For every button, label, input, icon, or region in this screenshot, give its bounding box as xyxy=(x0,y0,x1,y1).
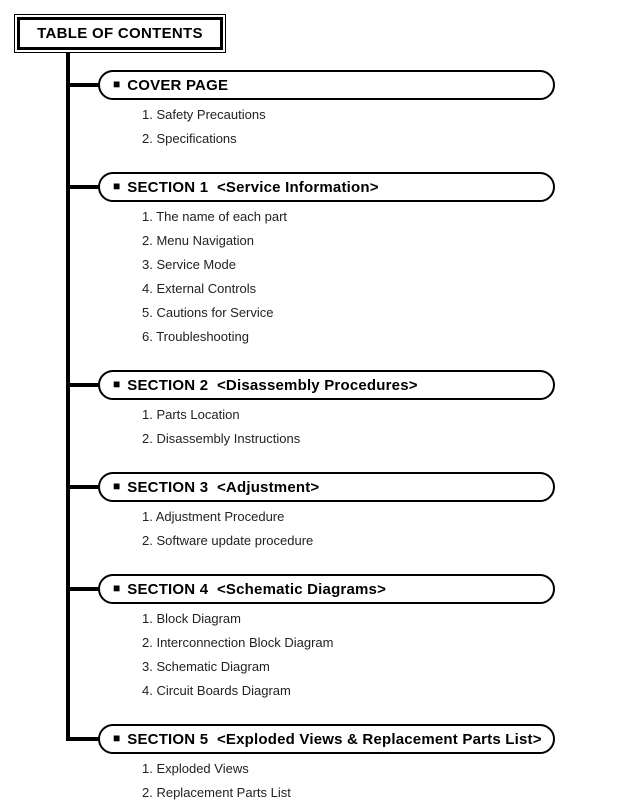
section-items-list xyxy=(98,204,620,348)
section-block xyxy=(98,472,620,552)
section-items-list xyxy=(98,756,620,804)
toc-item: 4. External Controls xyxy=(142,280,257,296)
section-bullet-icon: ■ xyxy=(113,731,121,745)
section-bullet-icon: ■ xyxy=(113,377,121,391)
toc-item: 1. Exploded Views xyxy=(142,760,249,776)
section-bullet-icon: ■ xyxy=(113,179,121,193)
section-header-label: SECTION 1 <Service Information> xyxy=(127,178,379,196)
toc-item: 1. Adjustment Procedure xyxy=(142,508,285,524)
toc-item: 1. Safety Precautions xyxy=(142,106,266,122)
section-header-label: SECTION 2 <Disassembly Procedures> xyxy=(127,376,418,394)
toc-item: 3. Service Mode xyxy=(142,256,236,272)
section-bullet-icon: ■ xyxy=(113,479,121,493)
section-block xyxy=(98,574,620,702)
section-header-label: SECTION 3 <Adjustment> xyxy=(127,478,320,496)
section-header-label: SECTION 4 <Schematic Diagrams> xyxy=(127,580,387,598)
section-header xyxy=(98,370,555,400)
toc-item: 2. Software update procedure xyxy=(142,532,314,548)
toc-item: 4. Circuit Boards Diagram xyxy=(142,682,291,698)
section-header-label: COVER PAGE xyxy=(127,76,229,94)
section-header xyxy=(98,574,555,604)
section-block xyxy=(98,370,620,450)
toc-item: 2. Menu Navigation xyxy=(142,232,255,248)
section-bullet-icon: ■ xyxy=(113,77,121,91)
toc-item: 3. Schematic Diagram xyxy=(142,658,270,674)
section-header xyxy=(98,472,555,502)
toc-title: TABLE OF CONTENTS xyxy=(37,25,203,42)
toc-item: 2. Specifications xyxy=(142,130,237,146)
toc-item: 2. Disassembly Instructions xyxy=(142,430,301,446)
section-header xyxy=(98,172,555,202)
section-block xyxy=(98,70,620,150)
section-block xyxy=(98,724,620,804)
section-bullet-icon: ■ xyxy=(113,581,121,595)
section-header xyxy=(98,70,555,100)
section-header xyxy=(98,724,555,754)
toc-item: 2. Replacement Parts List xyxy=(142,784,291,800)
section-items-list xyxy=(98,102,620,150)
toc-item: 5. Cautions for Service xyxy=(142,304,274,320)
section-header-label: SECTION 5 <Exploded Views & Replacement Parts List> xyxy=(127,730,542,748)
section-block xyxy=(98,172,620,348)
section-items-list xyxy=(98,606,620,702)
toc-item: 1. The name of each part xyxy=(142,208,288,224)
toc-item: 1. Block Diagram xyxy=(142,610,241,626)
toc-item: 2. Interconnection Block Diagram xyxy=(142,634,334,650)
section-items-list xyxy=(98,504,620,552)
section-items-list xyxy=(98,402,620,450)
toc-item: 6. Troubleshooting xyxy=(142,328,249,344)
toc-item: 1. Parts Location xyxy=(142,406,240,422)
